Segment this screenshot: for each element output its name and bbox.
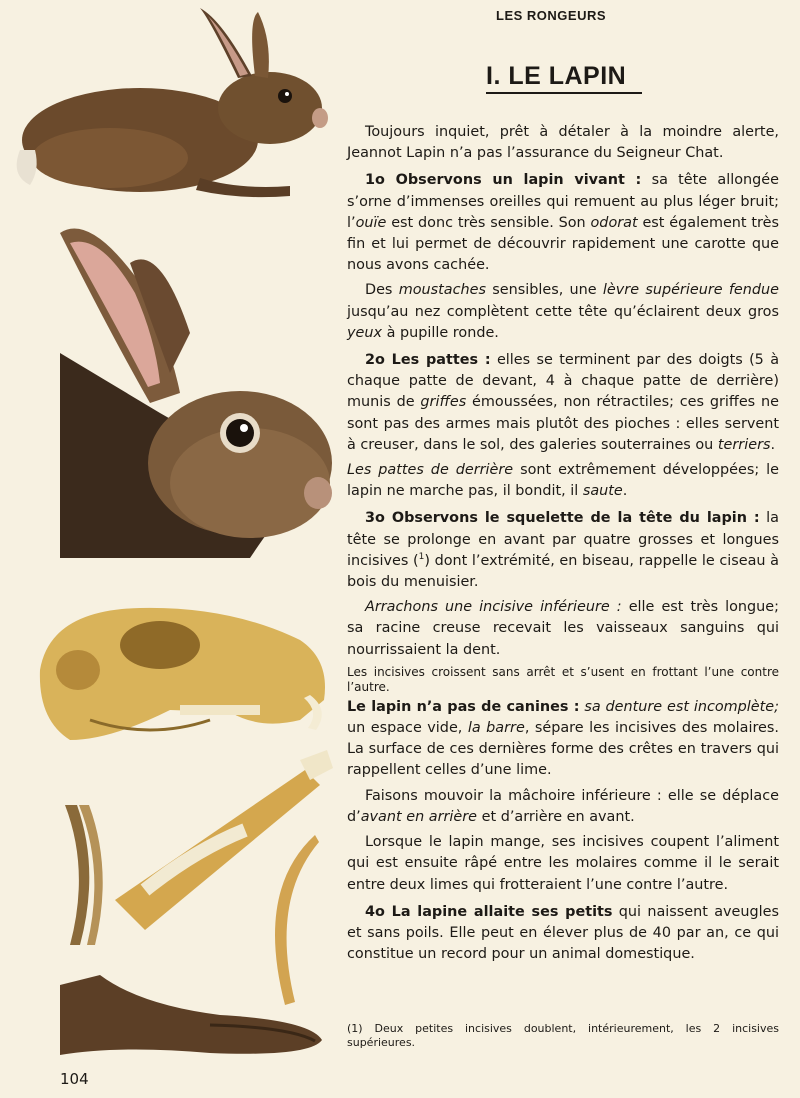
text-span: sa tête allongée s’orne d’immenses oreilles qui remuent au plus léger bruit; l’ — [347, 172, 779, 231]
text-span: la tête se prolonge en avant par quatre grosses et longues incisives ( — [347, 510, 779, 569]
emphasis: odorat — [590, 214, 638, 231]
emphasis: saute — [582, 483, 623, 500]
text-span: à pupille ronde. — [382, 324, 499, 341]
section-4-paragraph — [347, 902, 779, 966]
section-3-paragraph — [347, 508, 779, 593]
running-head: LES RONGEURS — [496, 8, 607, 23]
text-span: . — [770, 436, 776, 453]
text-span: sensibles, une — [486, 282, 603, 299]
text-span: ) dont l’extrémité, en biseau, rappelle le ciseau à bois du menuisier. — [347, 552, 779, 591]
rabbit-paw-illustration — [60, 975, 330, 1060]
emphasis: Les pattes de derrière — [347, 462, 514, 479]
footnote-marker: 1 — [418, 552, 425, 563]
text-span: sont extrêmement développées; le lapin ne marche pas, il bondit, il — [347, 462, 779, 500]
text-span: un espace vide, — [347, 720, 468, 737]
rabbit-head-illustration — [0, 213, 340, 558]
rabbit-skull-illustration — [30, 600, 330, 750]
text-span: est donc très sensible. Son — [386, 214, 591, 231]
footnote: (1) Deux petites incisives doublent, intérieurement, les 2 incisives supérieures. — [347, 1022, 779, 1049]
text-span: Des — [365, 282, 399, 299]
emphasis: griffes — [420, 394, 467, 411]
section-1-paragraph — [347, 170, 779, 276]
page-number: 104 — [60, 1070, 89, 1088]
intro-paragraph: Toujours inquiet, prêt à détaler à la moindre alerte, Jeannot Lapin n’a pas l’assurance du Seigneur Chat. — [347, 124, 779, 162]
page-title: I. LE LAPIN — [486, 62, 642, 94]
body-text — [347, 122, 779, 969]
emphasis: Arrachons une incisive inférieure : — [365, 599, 622, 616]
rabbit-illustration — [0, 0, 340, 215]
section-2-heading: 2o Les pattes : — [365, 352, 491, 369]
emphasis: terriers — [717, 436, 771, 453]
text-span: et d’arrière en avant. — [477, 808, 635, 825]
section-2-paragraph — [347, 350, 779, 456]
emphasis: la barre — [467, 720, 525, 737]
text-span: , sépare les incisives des molaires. La surface de ces dernières forme des crêtes en travers qui rappellent celles d’une lime. — [347, 720, 779, 779]
section-3-heading: 3o Observons le squelette de la tête du lapin : — [365, 510, 760, 527]
text-span: elles se terminent par des doigts (5 à chaque patte de devant, 4 à chaque patte de derrière) munis de — [347, 352, 780, 411]
text-span: qui naissent aveugles et sans poils. Elle peut en élever plus de 40 par an, ce qui constitue un record pour un animal domestique. — [347, 903, 779, 963]
section-1-paragraph-2 — [347, 280, 779, 344]
section-3-paragraph-4 — [347, 786, 779, 828]
incisor-illustration — [55, 800, 115, 950]
emphasis: ouïe — [355, 214, 387, 231]
emphasis: lèvre supérieure fendue — [602, 282, 780, 299]
section-3-paragraph-3 — [347, 697, 779, 782]
text-span: elle est très longue; sa racine creuse recevait les vaisseaux sanguins qui nourrissaient la dent. — [347, 599, 779, 658]
emphasis: yeux — [347, 324, 383, 341]
canines-heading: Le lapin n’a pas de canines : — [347, 698, 580, 715]
text-span: jusqu’au nez complètent cette tête qu’éclairent deux gros — [347, 303, 779, 320]
emphasis: moustaches — [398, 282, 486, 299]
text-span: . — [622, 483, 628, 500]
emphasis: avant en arrière — [360, 808, 478, 825]
section-2-paragraph-2 — [347, 460, 779, 502]
text-span: émoussées, non rétractiles; ces griffes ne sont pas des armes mais plutôt des pioches : elles servent à creuser, dans le sol, des galeries souterraines ou — [347, 394, 779, 453]
section-3-paragraph-2 — [347, 597, 779, 661]
section-3-note: Les incisives croissent sans arrêt et s’usent en frottant l’une contre l’autre. — [347, 664, 779, 694]
section-3-paragraph-5: Lorsque le lapin mange, ses incisives coupent l’aliment qui est ensuite râpé entre les molaires comme il le serait entre deux limes qui frotteraient l’une contre l’autre. — [347, 834, 779, 893]
text-span: Faisons mouvoir la mâchoire inférieure : elle se déplace d’ — [347, 787, 779, 825]
emphasis: sa denture est incomplète; — [579, 698, 780, 715]
section-4-heading: 4o La lapine allaite ses petits — [365, 903, 613, 920]
section-1-heading: 1o Observons un lapin vivant : — [365, 172, 642, 189]
text-span: est également très fin et lui permet de découvrir rapidement une carotte que nous avons cachée. — [347, 214, 779, 274]
